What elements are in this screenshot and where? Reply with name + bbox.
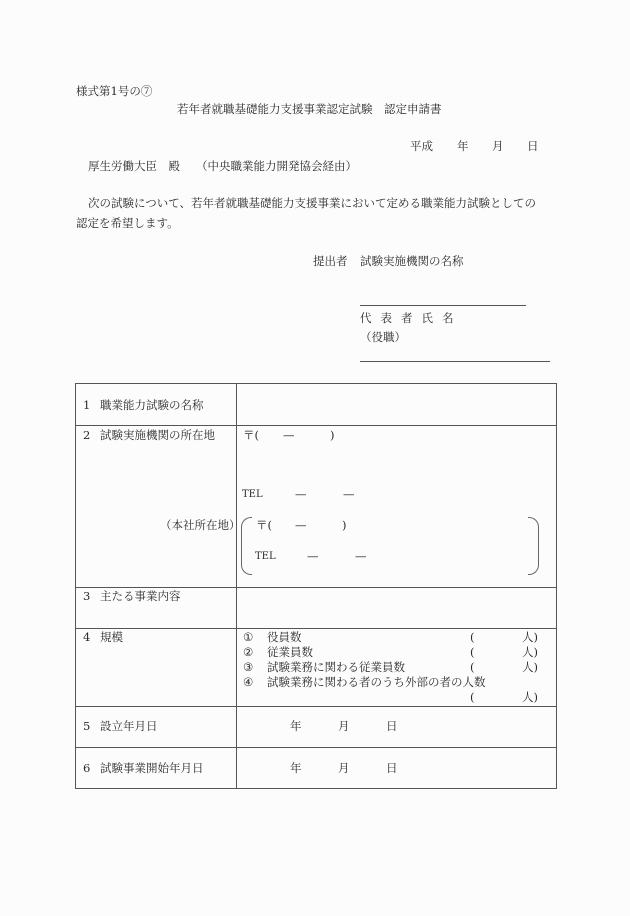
document-title: 若年者就職基礎能力支援事業認定試験 認定申請書 bbox=[177, 102, 442, 116]
position-label: （役職） bbox=[360, 330, 406, 344]
left-bracket-icon bbox=[241, 517, 252, 575]
form-number: 様式第1号の⑦ bbox=[76, 84, 153, 98]
table-column-divider bbox=[236, 383, 237, 789]
item-label: 役員数 bbox=[267, 630, 302, 644]
hq-postal-dash: — bbox=[295, 518, 307, 532]
representative-name-label bbox=[360, 313, 454, 325]
date-year: 年 bbox=[290, 761, 302, 775]
row-label: 職業能力試験の名称 bbox=[100, 398, 204, 412]
item-open-paren: ( bbox=[470, 660, 475, 674]
representative-signature-line[interactable] bbox=[360, 361, 550, 362]
table-border-right bbox=[556, 383, 557, 789]
item-open-paren: ( bbox=[470, 690, 475, 704]
item-mark: ③ bbox=[243, 660, 254, 674]
postal-mark: 〒( bbox=[243, 428, 259, 442]
row-label: 試験事業開始年月日 bbox=[100, 761, 204, 775]
applicant-label: 提出者 bbox=[313, 254, 348, 268]
hq-postal-mark: 〒( bbox=[256, 518, 272, 532]
org-name-signature-line[interactable] bbox=[360, 305, 526, 306]
date-day: 日 bbox=[386, 761, 398, 775]
hq-postal-close: ) bbox=[342, 518, 347, 532]
row-divider bbox=[75, 747, 557, 748]
hq-tel-dash: — bbox=[307, 549, 319, 563]
date-year: 年 bbox=[290, 719, 302, 733]
tel-dash: — bbox=[295, 487, 307, 501]
item-unit: 人) bbox=[522, 690, 538, 704]
date-month: 月 bbox=[338, 719, 350, 733]
date-day: 日 bbox=[386, 719, 398, 733]
rep-char: 者 bbox=[401, 311, 413, 325]
row-divider bbox=[75, 425, 557, 426]
hq-tel-label: TEL bbox=[255, 551, 276, 562]
row-label: 試験実施機関の所在地 bbox=[100, 428, 215, 442]
row-label: 規模 bbox=[100, 630, 123, 644]
item-label: 試験業務に関わる従業員数 bbox=[267, 660, 405, 674]
addressee-name: 厚生労働大臣 殿 bbox=[88, 159, 180, 173]
item-mark: ② bbox=[243, 645, 254, 659]
row-divider bbox=[75, 706, 557, 707]
row-number: 2 bbox=[83, 428, 91, 442]
body-text-line1: 次の試験について、若年者就職基礎能力支援事業において定める職業能力試験としての bbox=[88, 196, 537, 210]
row-number: 6 bbox=[83, 761, 91, 775]
body-text-line2: 認定を希望します。 bbox=[76, 216, 179, 230]
item-label: 試験業務に関わる者のうち外部の者の人数 bbox=[267, 675, 486, 689]
date-month: 月 bbox=[492, 139, 504, 153]
row-number: 1 bbox=[83, 398, 91, 412]
row-number: 5 bbox=[83, 719, 91, 733]
org-name-label: 試験実施機関の名称 bbox=[360, 254, 464, 268]
item-mark: ④ bbox=[243, 675, 254, 689]
business-content-field[interactable] bbox=[237, 588, 555, 627]
item-mark: ① bbox=[243, 630, 254, 644]
item-unit: 人) bbox=[522, 645, 538, 659]
date-day: 日 bbox=[527, 139, 539, 153]
date-year: 年 bbox=[457, 139, 469, 153]
row-label: 設立年月日 bbox=[100, 719, 158, 733]
date-era: 平成 bbox=[410, 139, 433, 153]
rep-char: 名 bbox=[442, 311, 454, 325]
item-unit: 人) bbox=[522, 630, 538, 644]
addressee-via: （中央職業能力開発協会経由） bbox=[196, 159, 357, 173]
item-unit: 人) bbox=[522, 660, 538, 674]
postal-dash: — bbox=[283, 428, 295, 442]
rep-char: 表 bbox=[380, 311, 392, 325]
rep-char: 代 bbox=[360, 311, 372, 325]
hq-address-label: （本社所在地） bbox=[160, 518, 241, 532]
row-label: 主たる事業内容 bbox=[100, 589, 181, 603]
table-border-bottom bbox=[75, 788, 557, 789]
row-number: 4 bbox=[83, 630, 91, 644]
row-divider bbox=[75, 628, 557, 629]
tel-dash: — bbox=[343, 487, 355, 501]
postal-close: ) bbox=[330, 428, 335, 442]
date-month: 月 bbox=[338, 761, 350, 775]
item-open-paren: ( bbox=[470, 645, 475, 659]
rep-char: 氏 bbox=[421, 311, 433, 325]
tel-label: TEL bbox=[242, 489, 263, 500]
table-border-left bbox=[75, 383, 76, 789]
item-label: 従業員数 bbox=[267, 645, 313, 659]
item-open-paren: ( bbox=[470, 630, 475, 644]
row-number: 3 bbox=[83, 589, 91, 603]
right-bracket-icon bbox=[528, 517, 539, 575]
hq-tel-dash: — bbox=[355, 549, 367, 563]
exam-name-field[interactable] bbox=[237, 384, 555, 424]
